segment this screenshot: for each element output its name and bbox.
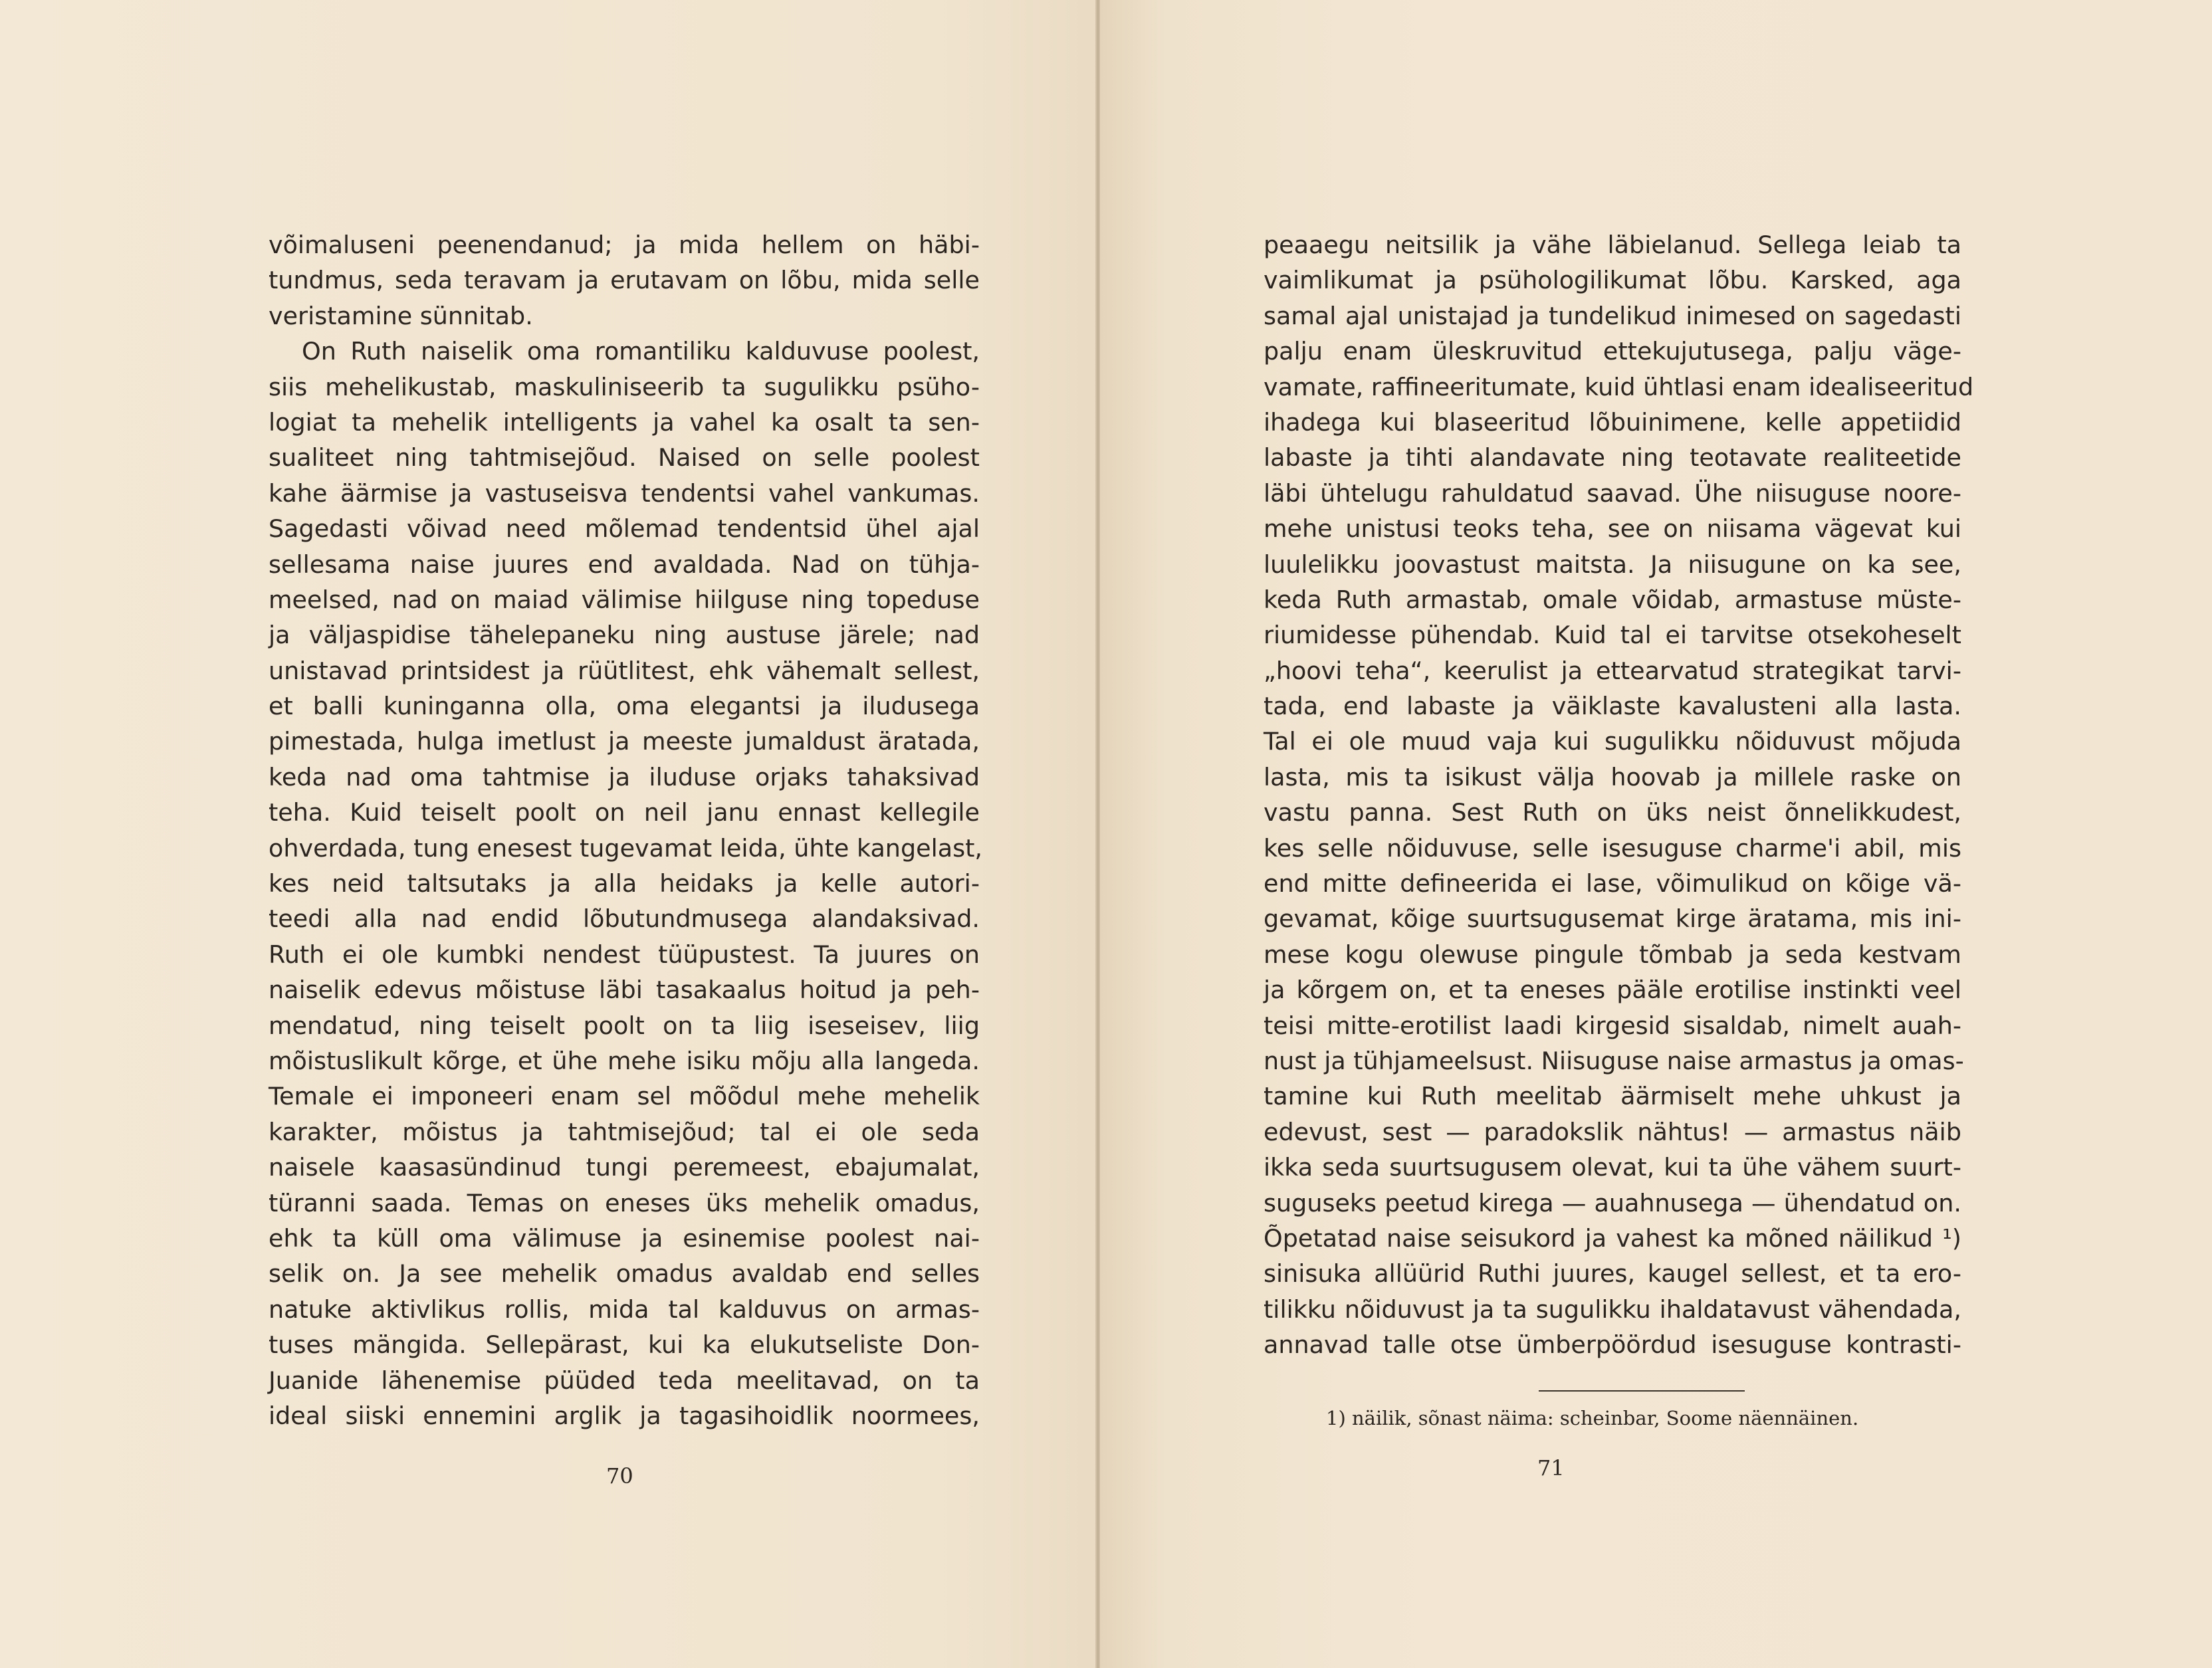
footnote-rule — [1539, 1390, 1745, 1392]
text-line: pimestada, hulga imetlust ja meeste jumaldust äratada, — [269, 727, 980, 756]
text-line: veristamine sünnitab. — [269, 301, 533, 330]
left-page-text — [269, 227, 983, 1433]
text-line: et balli kuninganna olla, oma elegantsi ja iludusega — [269, 692, 980, 721]
text-line: gevamat, kõige suurtsugusemat kirge äratama, mis ini- — [1264, 904, 1961, 934]
text-line: naiselik edevus mõistuse läbi tasakaalus hoitud ja peh- — [269, 976, 980, 1005]
text-line: teedi alla nad endid lõbutundmusega alandaksivad. — [269, 904, 980, 934]
text-line: ohverdada, tung enesest tugevamat leida, ühte kangelast, — [269, 833, 983, 863]
text-line: tada, end labaste ja väiklaste kavalusteni alla lasta. — [1264, 692, 1961, 721]
text-line: sualiteet ning tahtmisejõud. Naised on selle poolest — [269, 443, 980, 472]
text-line: läbi ühtelugu rahuldatud saavad. Ühe niisuguse noore- — [1264, 478, 1961, 508]
text-line: edevust, sest — paradokslik nähtus! — armastus näib — [1264, 1117, 1961, 1146]
text-line: tilikku nõiduvust ja ta sugulikku ihaldatavust vähendada, — [1264, 1295, 1961, 1324]
text-line: keda Ruth armastab, omale võidab, armastuse müste- — [1264, 585, 1961, 614]
text-line: luulelikku joovastust maitsta. Ja niisugune on ka see, — [1264, 550, 1961, 579]
page-number-left: 70 — [606, 1463, 633, 1489]
text-line: selik on. Ja see mehelik omadus avaldab end selles — [269, 1259, 980, 1289]
text-line: riumidesse pühendab. Kuid tal ei tarvitse otsekoheselt — [1264, 621, 1961, 650]
text-line: lasta, mis ta isikust välja hoovab ja millele raske on — [1264, 762, 1961, 791]
text-line: samal ajal unistajad ja tundelikud inimesed on sagedasti — [1264, 301, 1961, 330]
right-page-text — [1264, 227, 1974, 1363]
text-line: On Ruth naiselik oma romantiliku kalduvuse poolest, — [302, 337, 980, 366]
text-line: unistavad printsidest ja rüütlitest, ehk vähemalt sellest, — [269, 656, 980, 685]
text-line: Sagedasti võivad need mõlemad tendentsid ühel ajal — [269, 514, 980, 544]
left-page — [0, 0, 1100, 1668]
text-line: keda nad oma tahtmise ja iluduse orjaks tahaksivad — [269, 762, 980, 791]
text-line: vastu panna. Sest Ruth on üks neist õnnelikkudest, — [1264, 798, 1961, 827]
text-line: labaste ja tihti alandavate ning teotavate realiteetide — [1264, 443, 1961, 472]
text-line: kes neid taltsutaks ja alla heidaks ja kelle autori- — [269, 869, 980, 898]
text-line: naisele kaasasündinud tungi peremeest, ebajumalat, — [269, 1153, 980, 1182]
text-line: Tal ei ole muud vaja kui sugulikku nõiduvust mõjuda — [1264, 727, 1961, 756]
right-page — [1100, 0, 2212, 1668]
text-line: mõistuslikult kõrge, et ühe mehe isiku mõju alla langeda. — [269, 1046, 980, 1075]
text-line: kahe äärmise ja vastuseisva tendentsi vahel vankumas. — [269, 478, 980, 508]
text-line: siis mehelikustab, maskuliniseerib ta sugulikku psüho- — [269, 372, 980, 401]
text-line: palju enam üleskruvitud ettekujutusega, palju väge- — [1264, 337, 1961, 366]
text-line: nust ja tühjameelsust. Niisuguse naise armastus ja omas- — [1264, 1046, 1964, 1075]
text-line: annavad talle otse ümberpöördud isesuguse kontrasti- — [1264, 1330, 1961, 1360]
text-line: mese kogu olewuse pingule tõmbab ja seda kestvam — [1264, 940, 1961, 969]
text-line: Temale ei imponeeri enam sel mõõdul mehe mehelik — [269, 1082, 980, 1111]
footnote: 1) näilik, sõnast näima: scheinbar, Soome näennäinen. — [1326, 1407, 1859, 1429]
text-line: teisi mitte-erotilist laadi kirgesid sisaldab, nimelt auah- — [1264, 1011, 1961, 1040]
text-line: suguseks peetud kirega — auahnusega — ühendatud on. — [1264, 1188, 1961, 1217]
text-line: vamate, raffineeritumate, kuid ühtlasi enam idealiseeritud — [1264, 372, 1974, 401]
text-line: ja väljaspidise tähelepaneku ning austuse järele; nad — [269, 621, 980, 650]
text-line: karakter, mõistus ja tahtmisejõud; tal ei ole seda — [269, 1117, 980, 1146]
text-line: ja kõrgem on, et ta eneses pääle erotilise instinkti veel — [1264, 976, 1961, 1005]
text-line: türanni saada. Temas on eneses üks mehelik omadus, — [269, 1188, 980, 1217]
text-line: Juanide lähenemise püüded teda meelitavad, on ta — [269, 1366, 980, 1395]
text-line: mendatud, ning teiselt poolt on ta liig iseseisev, liig — [269, 1011, 980, 1040]
text-line: meelsed, nad on maiad välimise hiilguse ning tореduse — [269, 585, 980, 614]
text-line: „hoovi teha“, keerulist ja ettearvatud strategikat tarvi- — [1264, 656, 1961, 685]
page-number-right: 71 — [1537, 1455, 1565, 1481]
text-line: ihadega kui blaseeritud lõbuinimene, kelle appetiidid — [1264, 407, 1961, 437]
text-line: vaimlikumat ja psühologilikumat lõbu. Karsked, aga — [1264, 266, 1961, 295]
text-line: ehk ta küll oma välimuse ja esinemise poolest nai- — [269, 1223, 980, 1253]
text-line: Ruth ei ole kumbki nendest tüüpustest. Ta juures on — [269, 940, 980, 969]
text-line: võimaluseni peenendanud; ja mida hellem on häbi- — [269, 231, 980, 259]
text-line: logiat ta mehelik intelligents ja vahel ka osalt ta sen- — [269, 407, 980, 437]
text-line: natuke aktivlikus rollis, mida tal kalduvus on armas- — [269, 1295, 980, 1324]
text-line: kes selle nõiduvuse, selle isesuguse charme'i abil, mis — [1264, 833, 1961, 863]
text-line: ideal siiski ennemini arglik ja tagasihoidlik noormees, — [269, 1401, 980, 1430]
text-line: teha. Kuid teiselt poolt on neil janu ennast kellegile — [269, 798, 980, 827]
text-line: tuses mängida. Sellepärast, kui ka elukutseliste Don- — [269, 1330, 980, 1360]
text-line: peaaegu neitsilik ja vähe läbielanud. Sellega leiab ta — [1264, 231, 1961, 259]
text-line: mehe unistusi teoks teha, see on niisama vägevat kui — [1264, 514, 1961, 544]
text-line: end mitte defineerida ei lase, võimulikud on kõige vä- — [1264, 869, 1961, 898]
text-line: Õpetatad naise seisukord ja vahest ka mõned näilikud ¹) — [1264, 1223, 1961, 1253]
text-line: ikka seda suurtsugusem olevat, kui ta ühe vähem suurt- — [1264, 1153, 1961, 1182]
text-line: sinisuka allüürid Ruthi juures, kaugel sellest, et ta ero- — [1264, 1259, 1961, 1289]
text-line: sellesama naise juures end avaldada. Nad on tühja- — [269, 550, 980, 579]
text-line: tamine kui Ruth meelitab äärmiselt mehe uhkust ja — [1264, 1082, 1961, 1111]
text-line: tundmus, seda teravam ja erutavam on lõbu, mida selle — [269, 266, 980, 295]
